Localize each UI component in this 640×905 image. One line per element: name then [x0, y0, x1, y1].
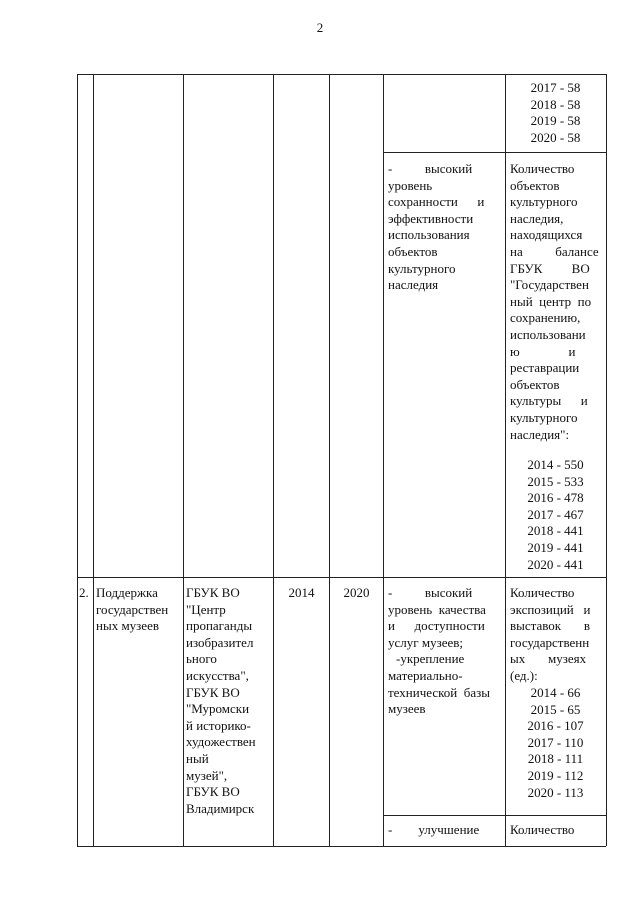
text-line: ГБУК ВО	[186, 684, 240, 700]
value-line: 2014 - 550	[527, 457, 584, 472]
value-line: 2018 - 441	[527, 523, 584, 539]
text-line: наследия	[388, 277, 439, 293]
text-line: художествен	[186, 734, 256, 750]
text-line: ных музеев	[96, 618, 159, 634]
end-year: 2020	[343, 585, 370, 600]
value-line: 2019 - 58	[530, 113, 581, 129]
text-line: ых музеях	[510, 651, 587, 667]
text-line: объектов	[510, 177, 560, 193]
text-line: экспозиций и	[510, 601, 591, 617]
indicator-a	[510, 161, 604, 443]
value-line: 2017 - 58	[530, 80, 581, 95]
expected-result-b	[388, 585, 502, 718]
text-line: й историко-	[186, 717, 251, 733]
text-line: государствен	[96, 601, 169, 617]
text-line: "Центр	[186, 601, 226, 617]
text-line: выставок в	[510, 618, 591, 634]
event-name	[96, 585, 182, 635]
text-line: государственн	[510, 634, 590, 650]
indicator-c	[510, 822, 604, 839]
value-line: 2019 - 112	[527, 767, 584, 783]
text-line: изобразител	[186, 634, 254, 650]
text-line: Количество	[510, 822, 575, 837]
text-line: "Государствен	[510, 277, 589, 293]
text-line: - высокий	[388, 161, 473, 176]
value-line: 2019 - 441	[527, 539, 584, 555]
start-year: 2014	[288, 585, 315, 600]
text-line: пропаганды	[186, 618, 253, 634]
text-line: культурного	[510, 409, 578, 425]
text-line: ный	[186, 750, 209, 766]
text-line: сохранению,	[510, 310, 581, 326]
text-line: наследия":	[510, 426, 570, 442]
value-line: 2015 - 65	[530, 701, 581, 717]
indicator-values-a	[507, 457, 604, 573]
value-line: 2020 - 58	[530, 129, 581, 145]
text-line: ГБУК ВО	[186, 585, 240, 600]
text-line: Количество	[510, 161, 575, 176]
text-line: музей",	[186, 767, 228, 783]
text-line: музеев	[388, 701, 426, 717]
indicator-values-top	[507, 80, 604, 146]
value-line: 2018 - 111	[527, 751, 584, 767]
text-line: находящихся	[510, 227, 583, 243]
text-line: использовани	[510, 326, 586, 342]
text-line: - высокий	[388, 585, 473, 600]
value-line: 2018 - 58	[530, 96, 581, 112]
value-line: 2020 - 441	[527, 556, 584, 572]
text-line: реставрации	[510, 360, 580, 376]
text-line: объектов	[388, 243, 438, 259]
text-line: ный центр по	[510, 293, 592, 309]
text-line: уровень качества	[388, 601, 486, 617]
text-line: технической базы	[388, 684, 490, 700]
text-line: услуг музеев;	[388, 634, 463, 650]
text-line: культурного	[388, 260, 456, 276]
text-line: Владимирск	[186, 800, 255, 816]
value-line: 2015 - 533	[527, 473, 584, 489]
text-line: -укрепление	[396, 651, 465, 667]
indicator-b	[510, 585, 604, 685]
text-line: культуры и	[510, 393, 588, 409]
text-line: искусства",	[186, 667, 249, 683]
value-line: 2017 - 467	[527, 506, 584, 522]
text-line: "Муромски	[186, 701, 250, 717]
text-line: культурного	[510, 194, 578, 210]
executors	[186, 585, 272, 817]
text-line: и доступности	[388, 618, 485, 634]
text-line: на балансе	[510, 243, 599, 259]
value-line: 2016 - 107	[527, 718, 584, 734]
value-line: 2017 - 110	[527, 734, 584, 750]
page-number: 2	[316, 20, 324, 35]
value-line: 2020 - 113	[527, 784, 584, 800]
text-line: объектов	[510, 376, 560, 392]
text-line: ьного	[186, 651, 217, 667]
text-line: сохранности и	[388, 194, 485, 210]
text-line: Количество	[510, 585, 575, 600]
expected-result-a	[388, 161, 502, 294]
text-line: Поддержка	[96, 585, 158, 600]
text-line: эффективности	[388, 210, 474, 226]
indicator-values-b	[507, 685, 604, 801]
text-line: материально-	[388, 667, 463, 683]
text-line: (ед.):	[510, 667, 538, 683]
value-line: 2014 - 66	[530, 685, 581, 700]
row-number: 2.	[79, 585, 89, 600]
text-line: использования	[388, 227, 470, 243]
expected-result-c	[388, 822, 502, 839]
text-line: ю и	[510, 343, 576, 359]
text-line: ГБУК ВО	[510, 260, 590, 276]
text-line: - улучшение	[388, 822, 480, 837]
text-line: наследия,	[510, 210, 564, 226]
text-line: уровень	[388, 177, 433, 193]
value-line: 2016 - 478	[527, 490, 584, 506]
text-line: ГБУК ВО	[186, 784, 240, 800]
